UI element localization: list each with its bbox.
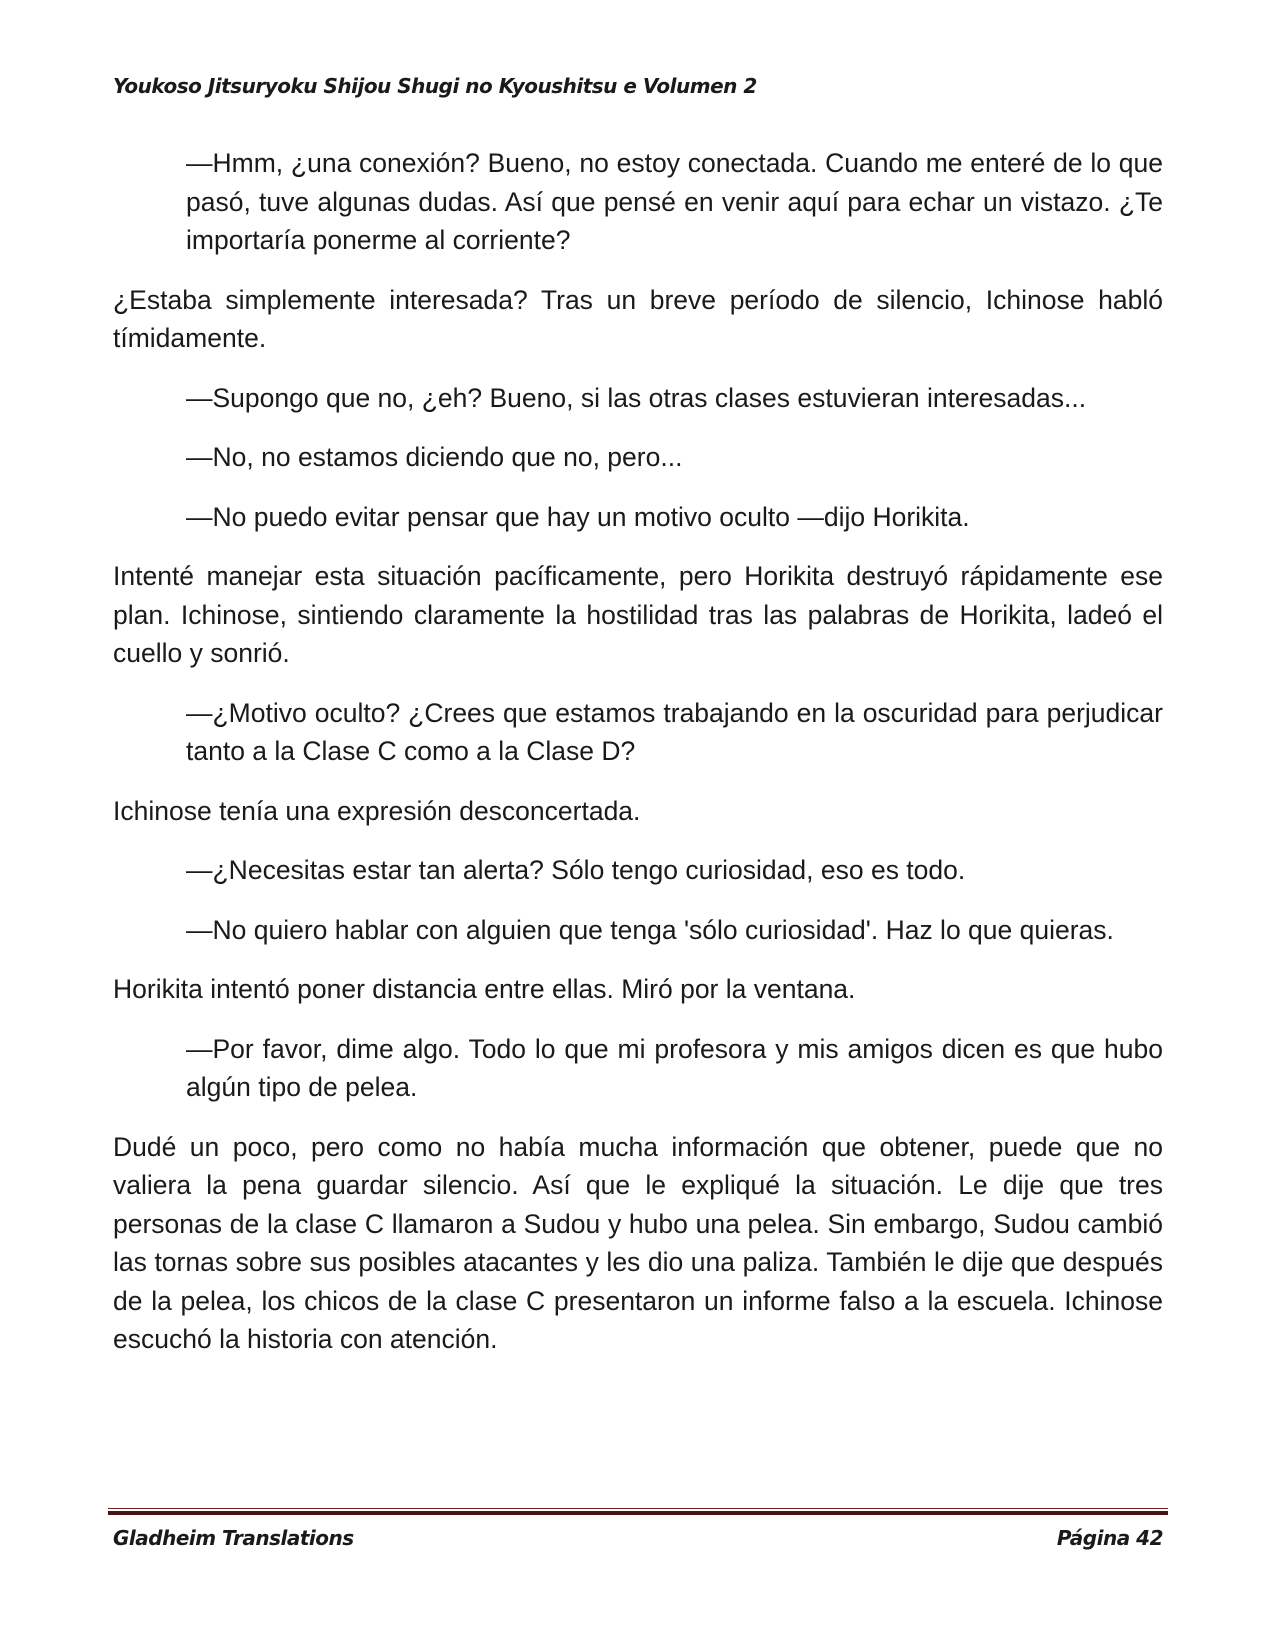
narration-paragraph: Ichinose tenía una expresión desconcertada.: [113, 795, 641, 826]
dialogue-paragraph: —¿Necesitas estar tan alerta? Sólo tengo curiosidad, eso es todo.: [186, 855, 966, 885]
narration-paragraph: Intenté manejar esta situación pacíficamente, pero Horikita destruyó rápidamente ese plan. Ichinose, sintiendo claramente la hostilidad tras las palabras de Horikita, ladeó el cuello y sonrió.: [113, 561, 1163, 668]
running-header: Youkoso Jitsuryoku Shijou Shugi no Kyoushitsu e Volumen 2: [113, 74, 757, 98]
narration-paragraph: Horikita intentó poner distancia entre ellas. Miró por la ventana.: [113, 974, 856, 1004]
footer-page-number: Página 42: [1056, 1526, 1163, 1550]
dialogue-paragraph: —Hmm, ¿una conexión? Bueno, no estoy conectada. Cuando me enteré de lo que pasó, tuve algunas dudas. Así que pensé en venir aquí para echar un vistazo. ¿Te importaría ponerme al corriente?: [186, 148, 1163, 255]
narration-paragraph: ¿Estaba simplemente interesada? Tras un breve período de silencio, Ichinose habló tímidamente.: [113, 284, 1163, 353]
footer-divider-thick: [108, 1511, 1168, 1515]
footer-divider-thin: [108, 1508, 1168, 1509]
dialogue-paragraph: —No puedo evitar pensar que hay un motivo oculto —dijo Horikita.: [186, 501, 970, 532]
dialogue-paragraph: —¿Motivo oculto? ¿Crees que estamos trabajando en la oscuridad para perjudicar tanto a la Clase C como a la Clase D?: [186, 697, 1163, 766]
footer-publisher: Gladheim Translations: [113, 1526, 354, 1550]
narration-paragraph: Dudé un poco, pero como no había mucha información que obtener, puede que no valiera la pena guardar silencio. Así que le expliqué la situación. Le dije que tres personas de la clase C llamaron a Sudou y hubo una pelea. Sin embargo, Sudou cambió las tornas sobre sus posibles atacantes y les dio una paliza. También le dije que después de la pelea, los chicos de la clase C presentaron un informe falso a la escuela. Ichinose escuchó la historia con atención.: [113, 1131, 1163, 1354]
dialogue-paragraph: —No quiero hablar con alguien que tenga 'sólo curiosidad'. Haz lo que quieras.: [186, 914, 1114, 945]
page-body: [113, 144, 1163, 1380]
dialogue-paragraph: —Supongo que no, ¿eh? Bueno, si las otras clases estuvieran interesadas...: [186, 382, 1087, 413]
dialogue-paragraph: —Por favor, dime algo. Todo lo que mi profesora y mis amigos dicen es que hubo algún tipo de pelea.: [186, 1033, 1163, 1102]
dialogue-paragraph: —No, no estamos diciendo que no, pero...: [186, 442, 683, 472]
